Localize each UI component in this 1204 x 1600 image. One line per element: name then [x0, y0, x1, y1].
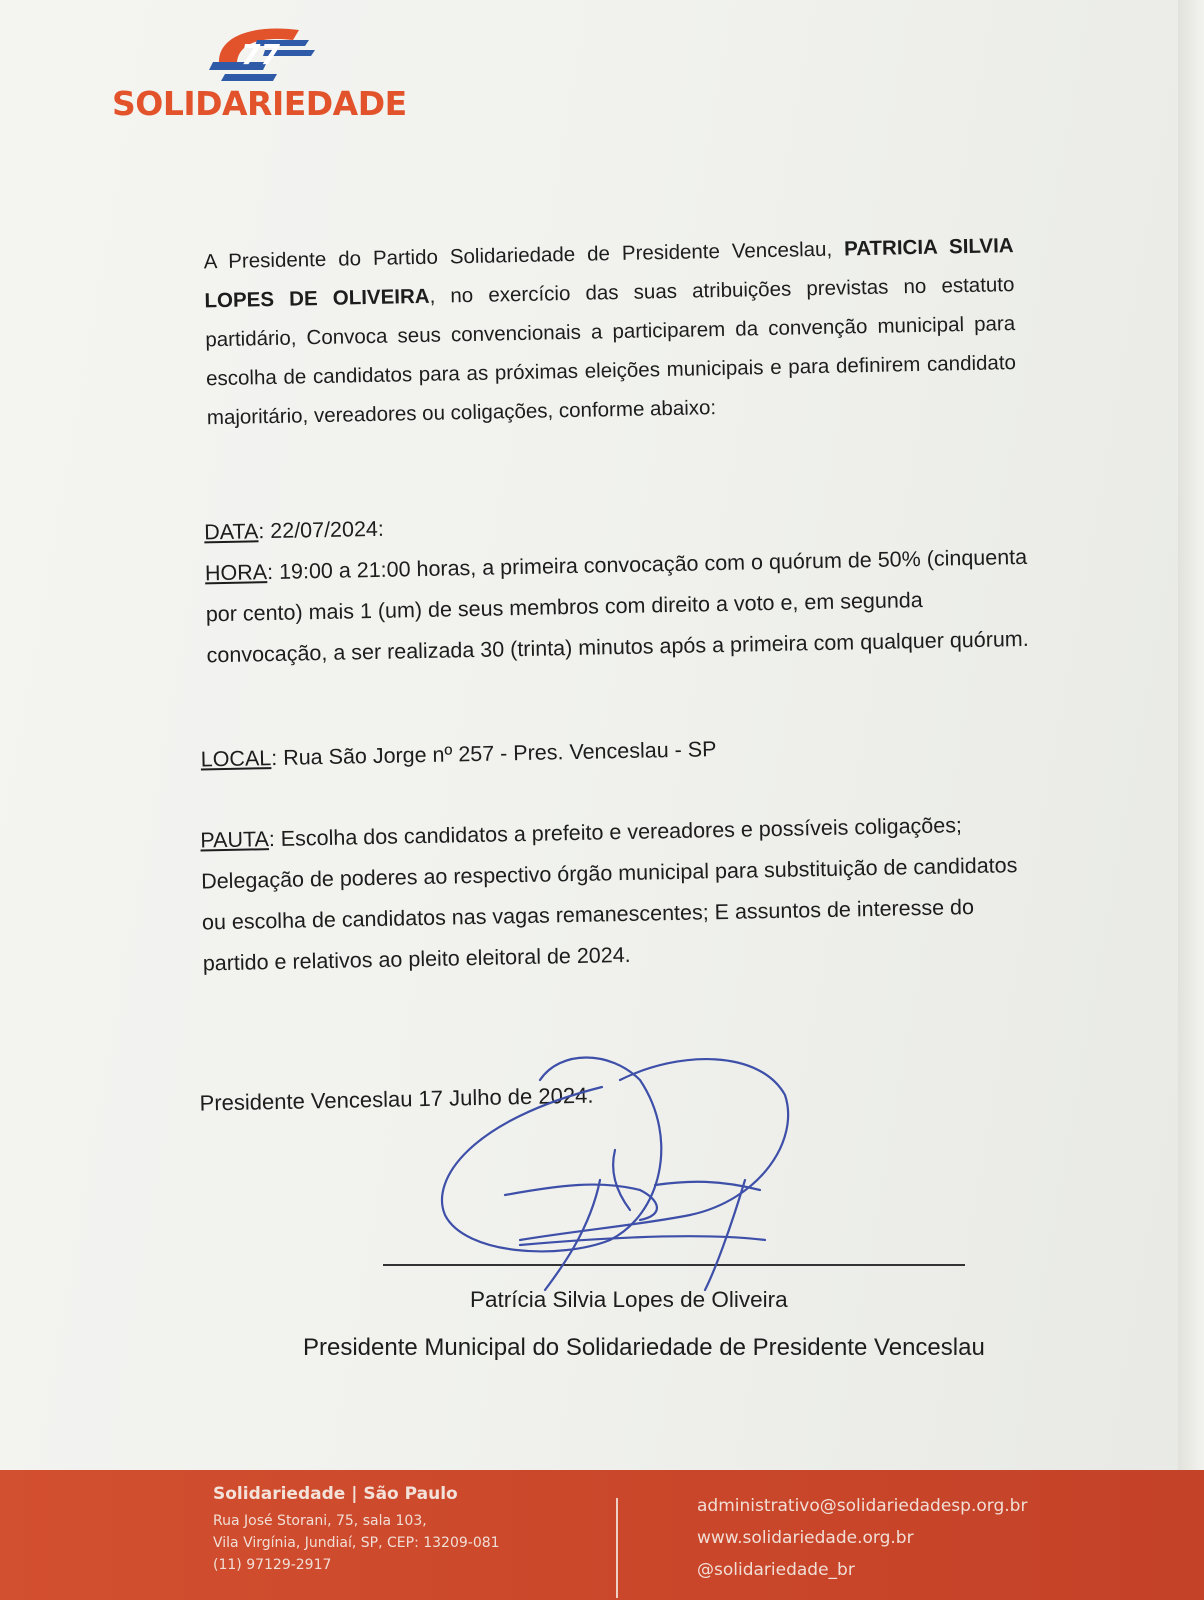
data-label: DATA [203, 519, 259, 545]
pauta-value: : Escolha dos candidatos a prefeito e vereadores e possíveis coligações; Delegação de poderes ao respectivo órgão municipal para substituição de candidatos ou escolha de candidatos nas vagas remanescentes; E assuntos de interesse do partido e relativos ao pleito eleitoral de 2024. [200, 813, 1018, 976]
footer [0, 1470, 1204, 1600]
president-name: PATRICIA SILVIA LOPES DE OLIVEIRA [204, 234, 1014, 313]
footer-social[interactable]: @solidariedade_br [697, 1560, 855, 1580]
page-edge [1178, 0, 1204, 1470]
footer-contact-block [697, 1490, 1027, 1586]
local-paragraph [200, 723, 1041, 781]
pauta-label: PAUTA [200, 827, 270, 853]
footer-website[interactable]: www.solidariedade.org.br [697, 1528, 914, 1548]
footer-address-2: Vila Virgínia, Jundiaí, SP, CEP: 13209-081 [213, 1535, 500, 1551]
schedule-paragraph [204, 496, 1037, 677]
footer-divider [616, 1498, 618, 1598]
footer-address-1: Rua José Storani, 75, sala 103, [213, 1513, 427, 1529]
local-label: LOCAL [200, 746, 272, 772]
signatory-name: Patrícia Silvia Lopes de Oliveira [470, 1287, 788, 1312]
footer-address-block [213, 1484, 500, 1576]
intro-text-1: A Presidente do Partido Solidariedade de Presidente Venceslau, [203, 237, 845, 274]
local-value: : Rua São Jorge nº 257 - Pres. Venceslau - SP [270, 737, 717, 771]
footer-email[interactable]: administrativo@solidariedadesp.org.br [697, 1496, 1028, 1516]
intro-text-2: , no exercício das suas atribuições previstas no estatuto partidário, Convoca seus convencionais a participarem da convenção municipal para escolha de candidatos para as próximas eleições municipais e para definirem candidato majoritário, vereadores ou coligações, conforme abaixo: [205, 273, 1017, 430]
footer-phone: (11) 97129-2917 [213, 1557, 332, 1573]
letter-body [170, 207, 1050, 1116]
hora-label: HORA [204, 560, 268, 586]
logo-wordmark: SOLIDARIEDADE [112, 84, 407, 123]
pauta-paragraph [200, 804, 1023, 984]
logo-emblem [207, 18, 317, 88]
hora-value: : 19:00 a 21:00 horas, a primeira convocação com o quórum de 50% (cinquenta por cento) mais 1 (um) de seus membros com direito a voto e, em segunda convocação, a ser realizada 30 (trinta) minutos após a primeira com qualquer quórum. [205, 544, 1029, 668]
signature-line [383, 1264, 965, 1266]
place-date: Presidente Venceslau 17 Julho de 2024. [199, 1082, 594, 1116]
data-value: : 22/07/2024: [258, 516, 385, 544]
signatory-role: Presidente Municipal do Solidariedade de Presidente Venceslau [303, 1334, 985, 1361]
footer-org: Solidariedade | São Paulo [213, 1484, 458, 1504]
logo-number: 77 [241, 38, 280, 71]
intro-paragraph [203, 226, 1017, 437]
